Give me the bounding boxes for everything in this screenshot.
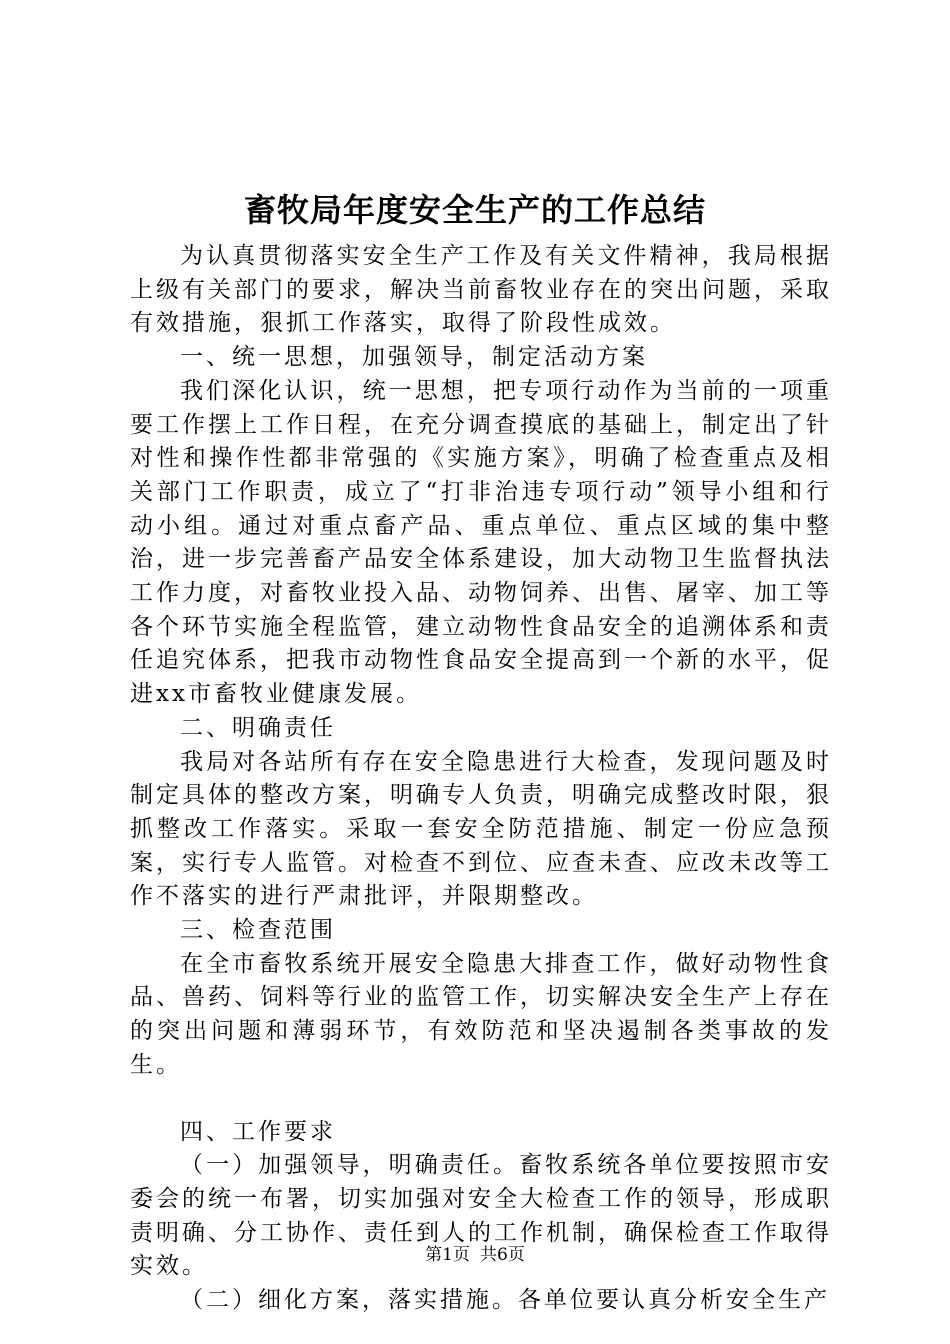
document-title: 畜牧局年度安全生产的工作总结 — [243, 191, 706, 229]
section-heading-4: 四、工作要求 — [180, 1118, 336, 1145]
requirement-paragraph-1: （一）加强领导，明确责任。畜牧系统各单位要按照市安委会的统一布署，切实加强对安全大检查工作的领导，形成职责明确、分工协作、责任到人的工作机制，确保检查工作取得实效。 — [130, 1152, 832, 1280]
page-footer — [0, 1243, 950, 1267]
document-body — [130, 240, 832, 1318]
section-heading-2: 二、明确责任 — [180, 714, 336, 741]
section-paragraph-2: 我局对各站所有存在安全隐患进行大检查，发现问题及时制定具体的整改方案，明确专人负责，明确完成整改时限，狠抓整改工作落实。采取一套安全防范措施、制定一份应急预案，实行专人监管。对检查不到位、应查未查、应改未改等工作不落实的进行严肃批评，并限期整改。 — [130, 748, 832, 910]
section-heading-3: 三、检查范围 — [180, 917, 336, 944]
section-paragraph-3: 在全市畜牧系统开展安全隐患大排查工作，做好动物性食品、兽药、饲料等行业的监管工作，切实解决安全生产上存在的突出问题和薄弱环节，有效防范和坚决遏制各类事故的发生。 — [130, 950, 832, 1078]
page-number-current: 第1页 — [425, 1245, 470, 1265]
requirement-paragraph-2: （二）细化方案，落实措施。各单位要认真分析安全生产 — [180, 1287, 830, 1314]
intro-paragraph: 为认真贯彻落实安全生产工作及有关文件精神，我局根据上级有关部门的要求，解决当前畜牧业存在的突出问题，采取有效措施，狠抓工作落实，取得了阶段性成效。 — [130, 243, 832, 337]
section-paragraph-1: 我们深化认识，统一思想，把专项行动作为当前的一项重要工作摆上工作日程，在充分调查摸底的基础上，制定出了针对性和操作性都非常强的《实施方案》，明确了检查重点及相关部门工作职责，成立了“打非治违专项行动”领导小组和行动小组。通过对重点畜产品、重点单位、重点区域的集中整治，进一步完善畜产品安全体系建设，加大动物卫生监督执法工作力度，对畜牧业投入品、动物饲养、出售、屠宰、加工等各个环节实施全程监管，建立动物性食品安全的追溯体系和责任追究体系，把我市动物性食品安全提高到一个新的水平，促进xx市畜牧业健康发展。 — [130, 377, 832, 708]
section-heading-1: 一、统一思想，加强领导，制定活动方案 — [180, 344, 648, 371]
page-number-total: 共6页 — [480, 1245, 525, 1265]
